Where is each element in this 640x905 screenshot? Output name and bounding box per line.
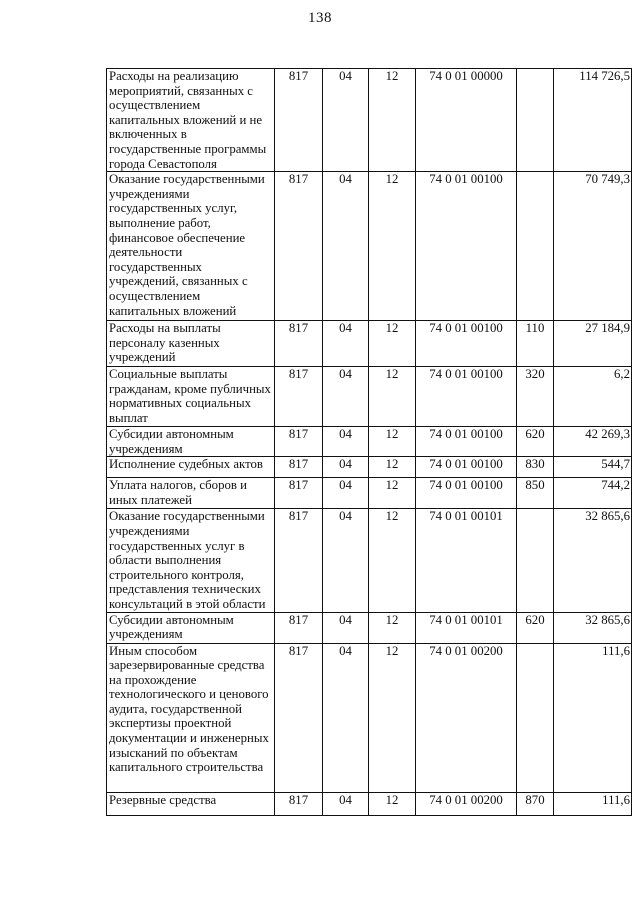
table-row	[107, 509, 632, 612]
target-article-cell: 74 0 01 00100	[416, 321, 517, 367]
subsection-cell: 12	[369, 367, 416, 427]
expense-type-cell	[517, 69, 554, 172]
expense-type-cell: 620	[517, 612, 554, 643]
subsection-cell: 12	[369, 643, 416, 792]
target-article-cell: 74 0 01 00200	[416, 792, 517, 815]
target-article-cell: 74 0 01 00100	[416, 172, 517, 321]
section-cell: 04	[323, 427, 369, 457]
ved-cell: 817	[275, 792, 323, 815]
subsection-cell: 12	[369, 321, 416, 367]
target-article-cell: 74 0 01 00200	[416, 643, 517, 792]
target-article-cell: 74 0 01 00100	[416, 427, 517, 457]
row-name-cell: Иным способом зарезервированные средства на прохождение технологического и ценового аудита, государственной экспертизы проектной документации и инженерных изысканий по объектам капитального строительства	[107, 643, 275, 792]
amount-cell: 6,2	[554, 367, 632, 427]
row-name-cell: Уплата налогов, сборов и иных платежей	[107, 478, 275, 509]
amount-cell: 744,2	[554, 478, 632, 509]
target-article-cell: 74 0 01 00101	[416, 509, 517, 612]
expense-type-cell	[517, 172, 554, 321]
ved-cell: 817	[275, 427, 323, 457]
subsection-cell: 12	[369, 792, 416, 815]
ved-cell: 817	[275, 69, 323, 172]
table-row	[107, 643, 632, 792]
section-cell: 04	[323, 612, 369, 643]
amount-cell: 42 269,3	[554, 427, 632, 457]
row-name-cell: Субсидии автономным учреждениям	[107, 612, 275, 643]
amount-cell: 111,6	[554, 792, 632, 815]
ved-cell: 817	[275, 457, 323, 478]
amount-cell: 544,7	[554, 457, 632, 478]
budget-table	[106, 68, 632, 816]
ved-cell: 817	[275, 612, 323, 643]
row-name-cell: Социальные выплаты гражданам, кроме публичных нормативных социальных выплат	[107, 367, 275, 427]
target-article-cell: 74 0 01 00100	[416, 478, 517, 509]
row-name-cell: Субсидии автономным учреждениям	[107, 427, 275, 457]
amount-cell: 114 726,5	[554, 69, 632, 172]
expense-type-cell: 620	[517, 427, 554, 457]
ved-cell: 817	[275, 478, 323, 509]
expense-type-cell: 850	[517, 478, 554, 509]
table-row	[107, 478, 632, 509]
expense-type-cell	[517, 509, 554, 612]
subsection-cell: 12	[369, 69, 416, 172]
row-name-cell: Резервные средства	[107, 792, 275, 815]
row-name-cell: Оказание государственными учреждениями государственных услуг в области выполнения строительного контроля, представления технических консультаций в этой области	[107, 509, 275, 612]
page-number: 138	[308, 10, 332, 26]
target-article-cell: 74 0 01 00000	[416, 69, 517, 172]
section-cell: 04	[323, 367, 369, 427]
ved-cell: 817	[275, 321, 323, 367]
table-row	[107, 427, 632, 457]
table-row	[107, 69, 632, 172]
expense-type-cell: 110	[517, 321, 554, 367]
table-row	[107, 612, 632, 643]
table-row	[107, 367, 632, 427]
row-name-cell: Расходы на реализацию мероприятий, связанных с осуществлением капитальных вложений и не включенных в государственные программы города Севастополя	[107, 69, 275, 172]
table-row	[107, 321, 632, 367]
expense-type-cell: 870	[517, 792, 554, 815]
expense-type-cell: 830	[517, 457, 554, 478]
ved-cell: 817	[275, 172, 323, 321]
amount-cell: 32 865,6	[554, 509, 632, 612]
target-article-cell: 74 0 01 00100	[416, 457, 517, 478]
amount-cell: 70 749,3	[554, 172, 632, 321]
subsection-cell: 12	[369, 427, 416, 457]
table-row	[107, 172, 632, 321]
section-cell: 04	[323, 509, 369, 612]
row-name-cell: Оказание государственными учреждениями государственных услуг, выполнение работ, финансовое обеспечение деятельности государственных учреждений, связанных с осуществлением капитальных вложений	[107, 172, 275, 321]
section-cell: 04	[323, 321, 369, 367]
target-article-cell: 74 0 01 00101	[416, 612, 517, 643]
ved-cell: 817	[275, 509, 323, 612]
subsection-cell: 12	[369, 612, 416, 643]
section-cell: 04	[323, 69, 369, 172]
row-name-cell: Расходы на выплаты персоналу казенных учреждений	[107, 321, 275, 367]
amount-cell: 111,6	[554, 643, 632, 792]
subsection-cell: 12	[369, 509, 416, 612]
expense-type-cell	[517, 643, 554, 792]
amount-cell: 32 865,6	[554, 612, 632, 643]
target-article-cell: 74 0 01 00100	[416, 367, 517, 427]
section-cell: 04	[323, 172, 369, 321]
subsection-cell: 12	[369, 478, 416, 509]
subsection-cell: 12	[369, 172, 416, 321]
section-cell: 04	[323, 643, 369, 792]
ved-cell: 817	[275, 367, 323, 427]
expense-type-cell: 320	[517, 367, 554, 427]
row-name-cell: Исполнение судебных актов	[107, 457, 275, 478]
section-cell: 04	[323, 792, 369, 815]
subsection-cell: 12	[369, 457, 416, 478]
table-row	[107, 457, 632, 478]
section-cell: 04	[323, 478, 369, 509]
ved-cell: 817	[275, 643, 323, 792]
section-cell: 04	[323, 457, 369, 478]
table-row	[107, 792, 632, 815]
amount-cell: 27 184,9	[554, 321, 632, 367]
